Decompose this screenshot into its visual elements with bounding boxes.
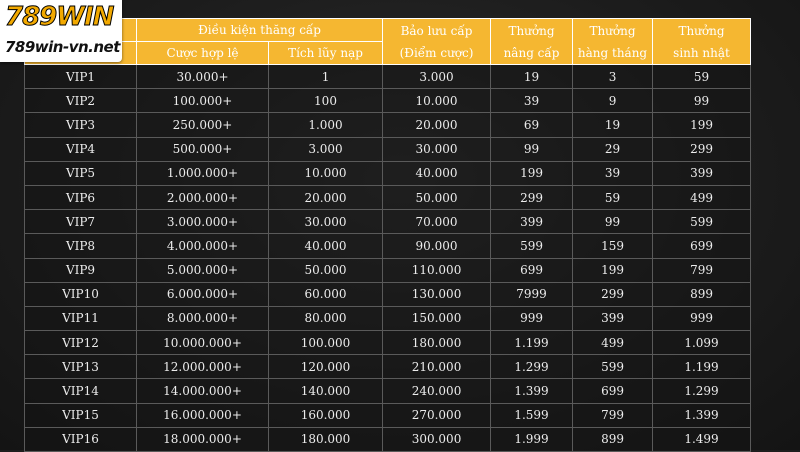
- cell-upgrade-bonus: 299: [491, 185, 573, 209]
- cell-deposit: 20.000: [269, 185, 383, 209]
- cell-upgrade-bonus: 69: [491, 113, 573, 137]
- cell-keep-level: 300.000: [383, 427, 491, 451]
- table-row: [25, 234, 751, 258]
- cell-upgrade-bonus: 7999: [491, 282, 573, 306]
- cell-deposit: 1.000: [269, 113, 383, 137]
- header-birthday-line2: sinh nhật: [673, 45, 730, 60]
- cell-birthday-bonus: 299: [653, 137, 751, 161]
- cell-level: VIP10: [25, 282, 137, 306]
- cell-level: VIP7: [25, 210, 137, 234]
- cell-monthly-bonus: 599: [573, 355, 653, 379]
- cell-valid-bet: 100.000+: [137, 89, 269, 113]
- cell-upgrade-bonus: 19: [491, 65, 573, 89]
- cell-upgrade-bonus: 599: [491, 234, 573, 258]
- table-row: [25, 210, 751, 234]
- cell-birthday-bonus: 1.399: [653, 403, 751, 427]
- cell-upgrade-bonus: 1.199: [491, 331, 573, 355]
- cell-birthday-bonus: 399: [653, 161, 751, 185]
- header-upgrade-line1: Thưởng: [508, 23, 555, 38]
- cell-valid-bet: 14.000.000+: [137, 379, 269, 403]
- cell-keep-level: 270.000: [383, 403, 491, 427]
- vip-table: [24, 18, 751, 452]
- cell-monthly-bonus: 399: [573, 306, 653, 330]
- cell-upgrade-bonus: 999: [491, 306, 573, 330]
- cell-valid-bet: 10.000.000+: [137, 331, 269, 355]
- cell-deposit: 100: [269, 89, 383, 113]
- cell-monthly-bonus: 299: [573, 282, 653, 306]
- vip-table-body: [25, 65, 751, 452]
- cell-deposit: 30.000: [269, 210, 383, 234]
- header-condition-group: Điều kiện thăng cấp: [137, 19, 383, 42]
- table-row: [25, 331, 751, 355]
- cell-valid-bet: 3.000.000+: [137, 210, 269, 234]
- cell-birthday-bonus: 999: [653, 306, 751, 330]
- cell-level: VIP16: [25, 427, 137, 451]
- cell-level: VIP11: [25, 306, 137, 330]
- cell-monthly-bonus: 39: [573, 161, 653, 185]
- cell-keep-level: 40.000: [383, 161, 491, 185]
- header-monthly-line2: hàng tháng: [577, 45, 648, 60]
- cell-keep-level: 90.000: [383, 234, 491, 258]
- cell-keep-level: 240.000: [383, 379, 491, 403]
- header-birthday-line1: Thưởng: [678, 23, 725, 38]
- table-row: [25, 379, 751, 403]
- cell-birthday-bonus: 699: [653, 234, 751, 258]
- cell-monthly-bonus: 59: [573, 185, 653, 209]
- cell-level: VIP1: [25, 65, 137, 89]
- cell-monthly-bonus: 499: [573, 331, 653, 355]
- table-row: [25, 137, 751, 161]
- header-keep-line2: (Điểm cược): [399, 45, 474, 60]
- header-birthday-bonus: [653, 19, 751, 65]
- cell-birthday-bonus: 1.499: [653, 427, 751, 451]
- cell-monthly-bonus: 699: [573, 379, 653, 403]
- cell-valid-bet: 12.000.000+: [137, 355, 269, 379]
- cell-valid-bet: 4.000.000+: [137, 234, 269, 258]
- header-keep-line1: Bảo lưu cấp: [400, 23, 473, 38]
- cell-keep-level: 210.000: [383, 355, 491, 379]
- vip-table-container: [24, 18, 750, 452]
- cell-upgrade-bonus: 1.599: [491, 403, 573, 427]
- cell-upgrade-bonus: 699: [491, 258, 573, 282]
- cell-monthly-bonus: 199: [573, 258, 653, 282]
- table-row: [25, 89, 751, 113]
- cell-upgrade-bonus: 1.299: [491, 355, 573, 379]
- cell-birthday-bonus: 99: [653, 89, 751, 113]
- cell-deposit: 120.000: [269, 355, 383, 379]
- cell-level: VIP5: [25, 161, 137, 185]
- cell-deposit: 50.000: [269, 258, 383, 282]
- header-valid-bet: Cược hợp lệ: [137, 42, 269, 65]
- cell-keep-level: 150.000: [383, 306, 491, 330]
- cell-level: VIP8: [25, 234, 137, 258]
- cell-monthly-bonus: 9: [573, 89, 653, 113]
- header-deposit: Tích lũy nạp: [269, 42, 383, 65]
- cell-birthday-bonus: 799: [653, 258, 751, 282]
- cell-monthly-bonus: 29: [573, 137, 653, 161]
- cell-birthday-bonus: 599: [653, 210, 751, 234]
- cell-upgrade-bonus: 99: [491, 137, 573, 161]
- cell-birthday-bonus: 1.299: [653, 379, 751, 403]
- cell-level: VIP4: [25, 137, 137, 161]
- cell-level: VIP12: [25, 331, 137, 355]
- cell-upgrade-bonus: 1.399: [491, 379, 573, 403]
- cell-valid-bet: 500.000+: [137, 137, 269, 161]
- cell-valid-bet: 18.000.000+: [137, 427, 269, 451]
- table-row: [25, 113, 751, 137]
- header-keep-level: [383, 19, 491, 65]
- logo-site: 789win-vn.net: [5, 38, 120, 56]
- logo: [0, 0, 122, 62]
- cell-valid-bet: 5.000.000+: [137, 258, 269, 282]
- cell-valid-bet: 250.000+: [137, 113, 269, 137]
- cell-upgrade-bonus: 399: [491, 210, 573, 234]
- cell-deposit: 140.000: [269, 379, 383, 403]
- cell-monthly-bonus: 99: [573, 210, 653, 234]
- cell-birthday-bonus: 59: [653, 65, 751, 89]
- header-upgrade-line2: nâng cấp: [503, 45, 560, 60]
- cell-valid-bet: 8.000.000+: [137, 306, 269, 330]
- cell-deposit: 160.000: [269, 403, 383, 427]
- cell-monthly-bonus: 899: [573, 427, 653, 451]
- table-row: [25, 306, 751, 330]
- cell-upgrade-bonus: 1.999: [491, 427, 573, 451]
- table-row: [25, 185, 751, 209]
- cell-deposit: 180.000: [269, 427, 383, 451]
- cell-valid-bet: 16.000.000+: [137, 403, 269, 427]
- cell-keep-level: 50.000: [383, 185, 491, 209]
- header-upgrade-bonus: [491, 19, 573, 65]
- cell-deposit: 3.000: [269, 137, 383, 161]
- cell-birthday-bonus: 199: [653, 113, 751, 137]
- cell-valid-bet: 2.000.000+: [137, 185, 269, 209]
- cell-birthday-bonus: 1.199: [653, 355, 751, 379]
- table-row: [25, 427, 751, 451]
- cell-deposit: 100.000: [269, 331, 383, 355]
- cell-keep-level: 70.000: [383, 210, 491, 234]
- cell-keep-level: 10.000: [383, 89, 491, 113]
- logo-brand: 789WIN: [5, 2, 114, 32]
- cell-keep-level: 180.000: [383, 331, 491, 355]
- cell-level: VIP3: [25, 113, 137, 137]
- cell-keep-level: 3.000: [383, 65, 491, 89]
- cell-deposit: 1: [269, 65, 383, 89]
- table-row: [25, 161, 751, 185]
- table-row: [25, 355, 751, 379]
- cell-deposit: 40.000: [269, 234, 383, 258]
- cell-level: VIP9: [25, 258, 137, 282]
- cell-deposit: 80.000: [269, 306, 383, 330]
- cell-monthly-bonus: 3: [573, 65, 653, 89]
- cell-valid-bet: 1.000.000+: [137, 161, 269, 185]
- cell-keep-level: 110.000: [383, 258, 491, 282]
- cell-level: VIP13: [25, 355, 137, 379]
- table-row: [25, 65, 751, 89]
- cell-level: VIP2: [25, 89, 137, 113]
- cell-keep-level: 30.000: [383, 137, 491, 161]
- cell-level: VIP6: [25, 185, 137, 209]
- table-row: [25, 282, 751, 306]
- cell-valid-bet: 30.000+: [137, 65, 269, 89]
- cell-level: VIP15: [25, 403, 137, 427]
- header-monthly-line1: Thưởng: [589, 23, 636, 38]
- cell-monthly-bonus: 19: [573, 113, 653, 137]
- cell-birthday-bonus: 499: [653, 185, 751, 209]
- cell-keep-level: 130.000: [383, 282, 491, 306]
- cell-valid-bet: 6.000.000+: [137, 282, 269, 306]
- cell-level: VIP14: [25, 379, 137, 403]
- header-monthly-bonus: [573, 19, 653, 65]
- cell-monthly-bonus: 159: [573, 234, 653, 258]
- cell-upgrade-bonus: 199: [491, 161, 573, 185]
- cell-birthday-bonus: 1.099: [653, 331, 751, 355]
- cell-birthday-bonus: 899: [653, 282, 751, 306]
- table-row: [25, 403, 751, 427]
- cell-keep-level: 20.000: [383, 113, 491, 137]
- table-row: [25, 258, 751, 282]
- cell-monthly-bonus: 799: [573, 403, 653, 427]
- cell-upgrade-bonus: 39: [491, 89, 573, 113]
- cell-deposit: 60.000: [269, 282, 383, 306]
- cell-deposit: 10.000: [269, 161, 383, 185]
